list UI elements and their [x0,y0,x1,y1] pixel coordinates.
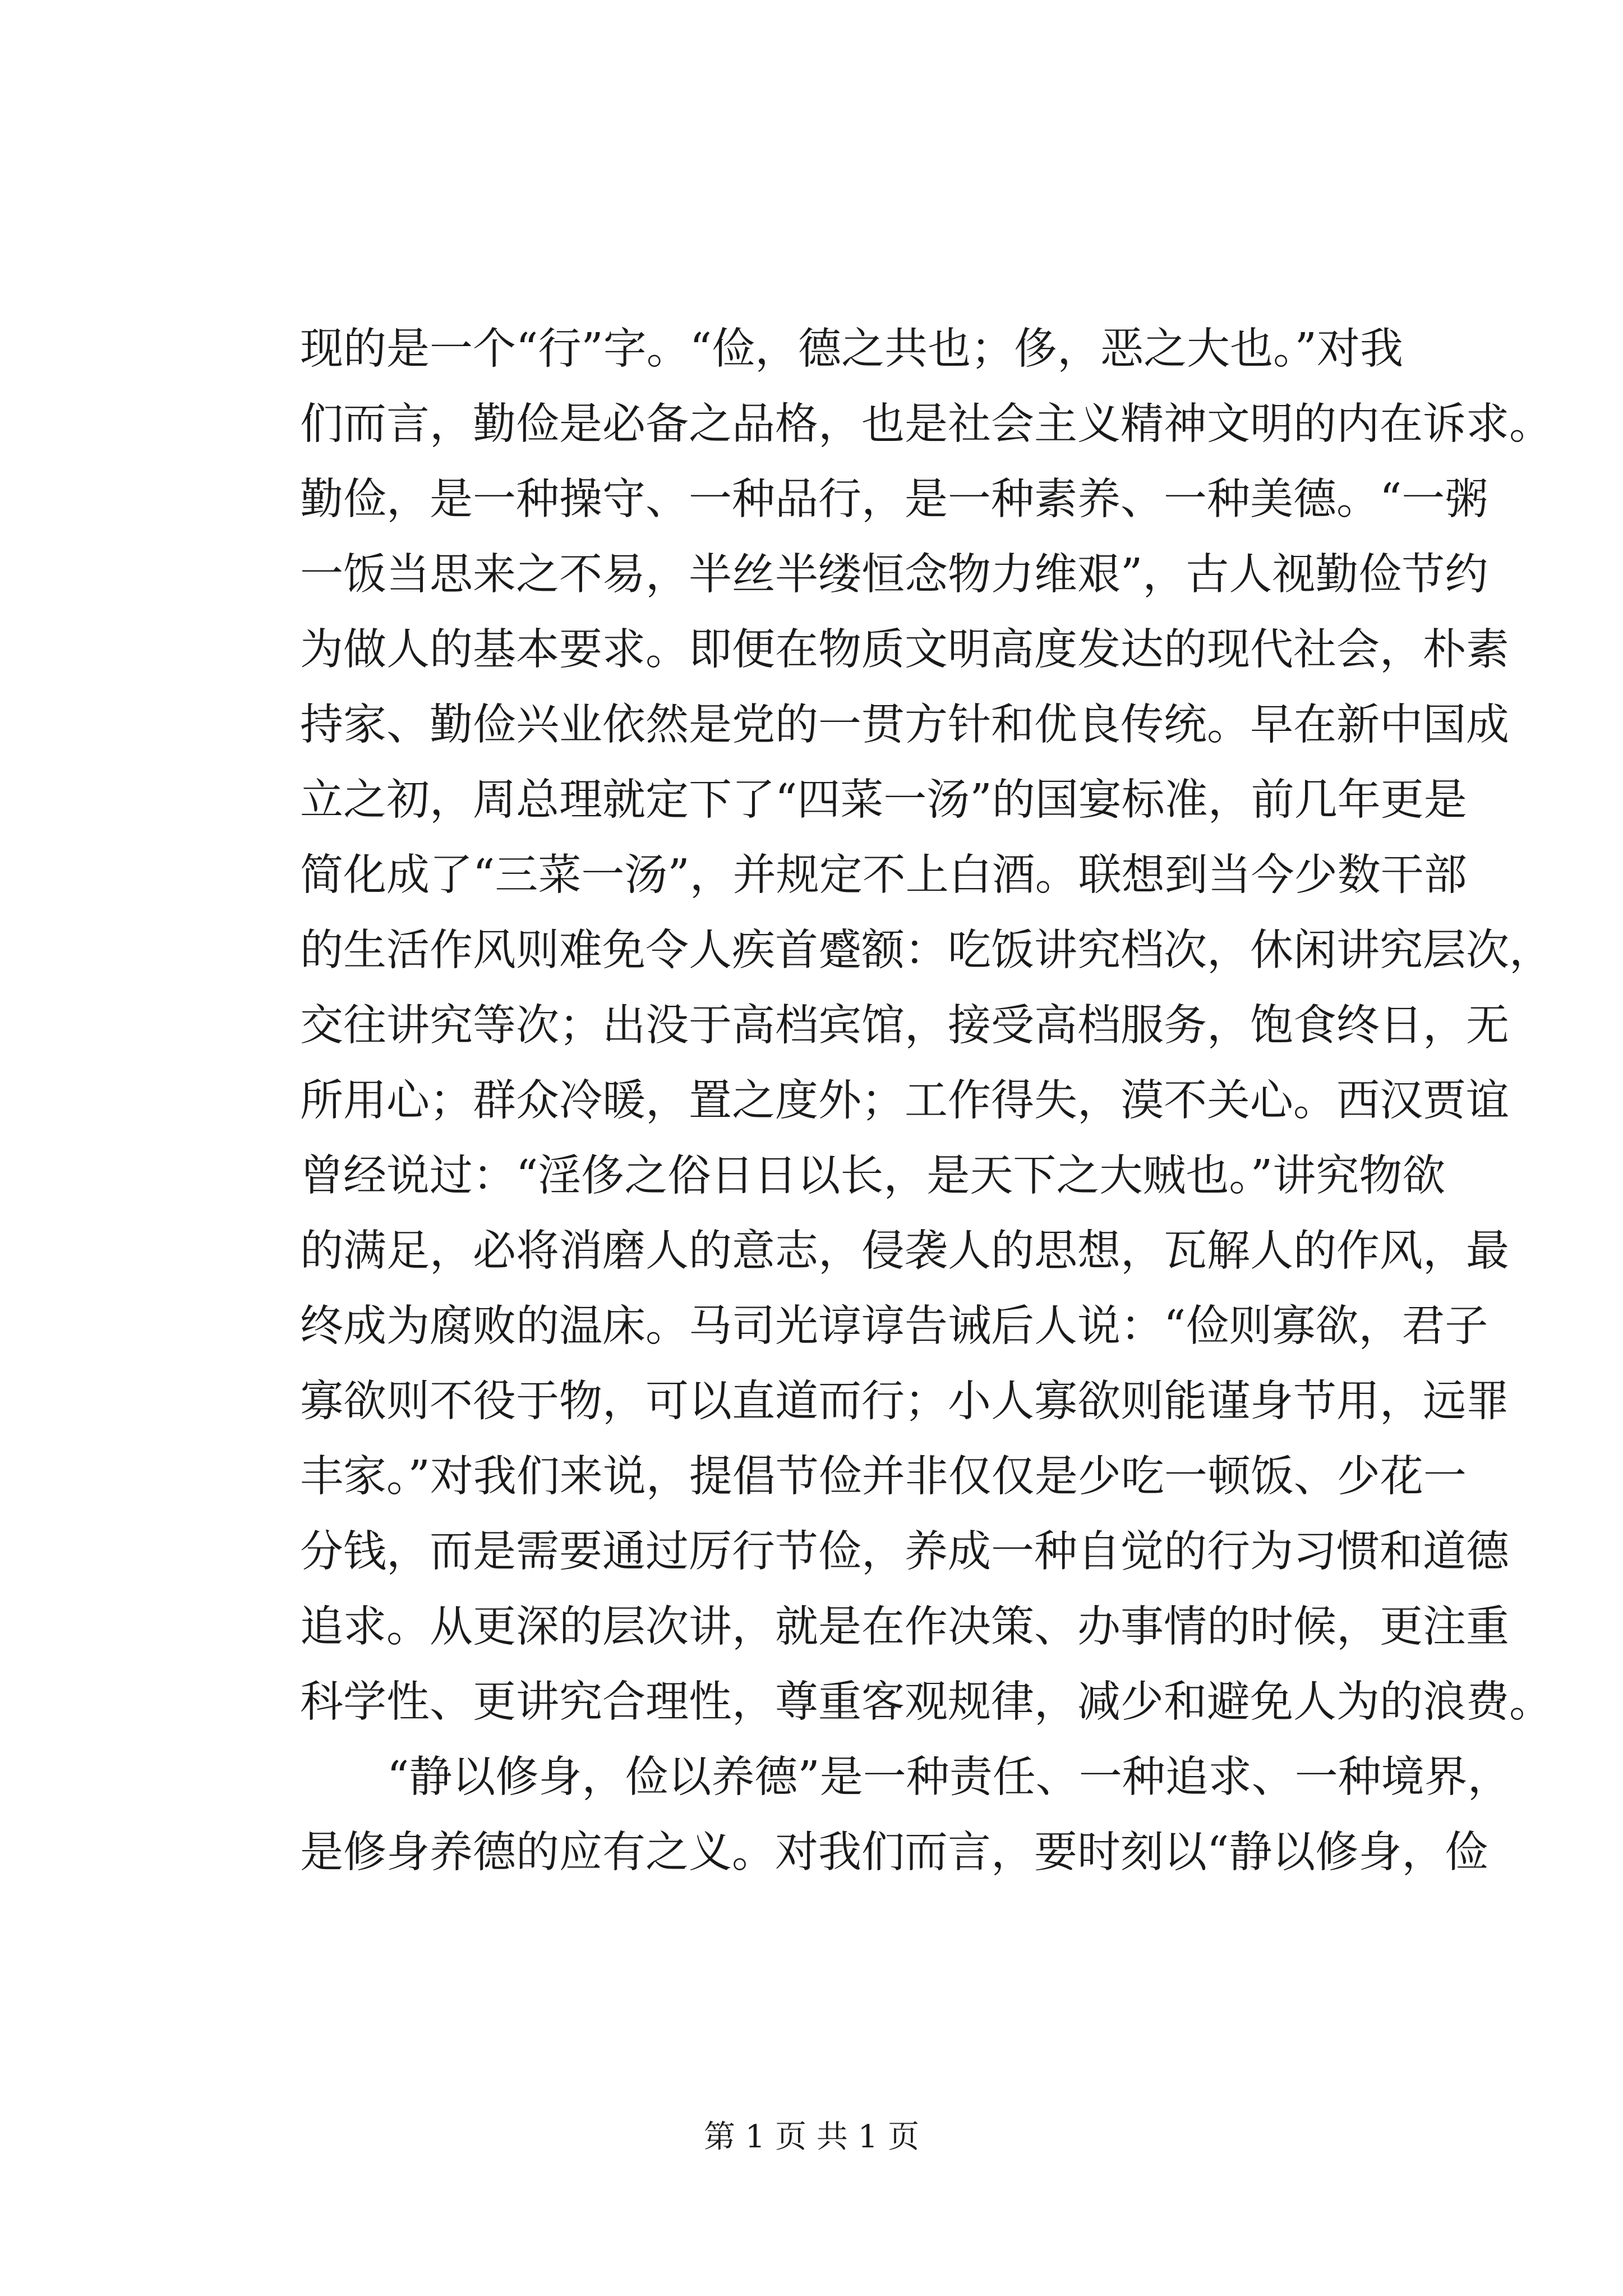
text-line: 勤俭，是一种操守、一种品行，是一种素养、一种美德。“一粥 [300,475,1488,524]
paragraph-2 [300,1740,1511,1890]
text-line: 丰家。”对我们来说，提倡节俭并非仅仅是少吃一顿饭、少花一 [300,1452,1467,1502]
text-line: 立之初，周总理就定下了“四菜一汤”的国宴标准，前几年更是 [300,775,1467,825]
text-line: 交往讲究等次；出没于高档宾馆，接受高档服务，饱食终日，无 [300,1001,1509,1051]
text-line: 所用心；群众冷暖，置之度外；工作得失，漠不关心。西汉贾谊 [300,1076,1509,1126]
text-line: 为做人的基本要求。即便在物质文明高度发达的现代社会，朴素 [300,625,1509,675]
text-line: 持家、勤俭兴业依然是党的一贯方针和优良传统。早在新中国成 [300,700,1509,750]
text-line: 分钱，而是需要通过厉行节俭，养成一种自觉的行为习惯和道德 [300,1527,1509,1577]
text-line: “静以修身，俭以养德”是一种责任、一种追求、一种境界， [387,1752,1511,1802]
text-line: 们而言，勤俭是必备之品格，也是社会主义精神文明的内在诉求。 [300,399,1552,449]
text-line: 的生活作风则难免令人疾首蹙额：吃饭讲究档次，休闲讲究层次， [300,926,1552,976]
text-line: 终成为腐败的温床。马司光谆谆告诫后人说：“俭则寡欲，君子 [300,1301,1488,1351]
text-line: 简化成了“三菜一汤”，并规定不上白酒。联想到当今少数干部 [300,850,1467,900]
text-line: 现的是一个“行”字。“俭，德之共也；侈，恶之大也。”对我 [300,324,1403,374]
text-line: 追求。从更深的层次讲，就是在作决策、办事情的时候，更注重 [300,1602,1509,1652]
text-line: 一饭当思来之不易，半丝半缕恒念物力维艰”，古人视勤俭节约 [300,550,1488,600]
body-text [300,312,1552,1890]
text-line: 的满足，必将消磨人的意志，侵袭人的思想，瓦解人的作风，最 [300,1226,1509,1276]
text-line: 是修身养德的应有之义。对我们而言，要时刻以“静以修身，俭 [300,1828,1488,1878]
paragraph-1 [300,312,1552,1740]
text-line: 科学性、更讲究合理性，尊重客观规律，减少和避免人为的浪费。 [300,1677,1552,1727]
page-number: 第 1 页 共 1 页 [703,2119,920,2155]
text-line: 曾经说过：“淫侈之俗日日以长，是天下之大贼也。”讲究物欲 [300,1151,1446,1201]
page-footer [0,2112,1623,2157]
text-line: 寡欲则不役于物，可以直道而行；小人寡欲则能谨身节用，远罪 [300,1377,1509,1427]
